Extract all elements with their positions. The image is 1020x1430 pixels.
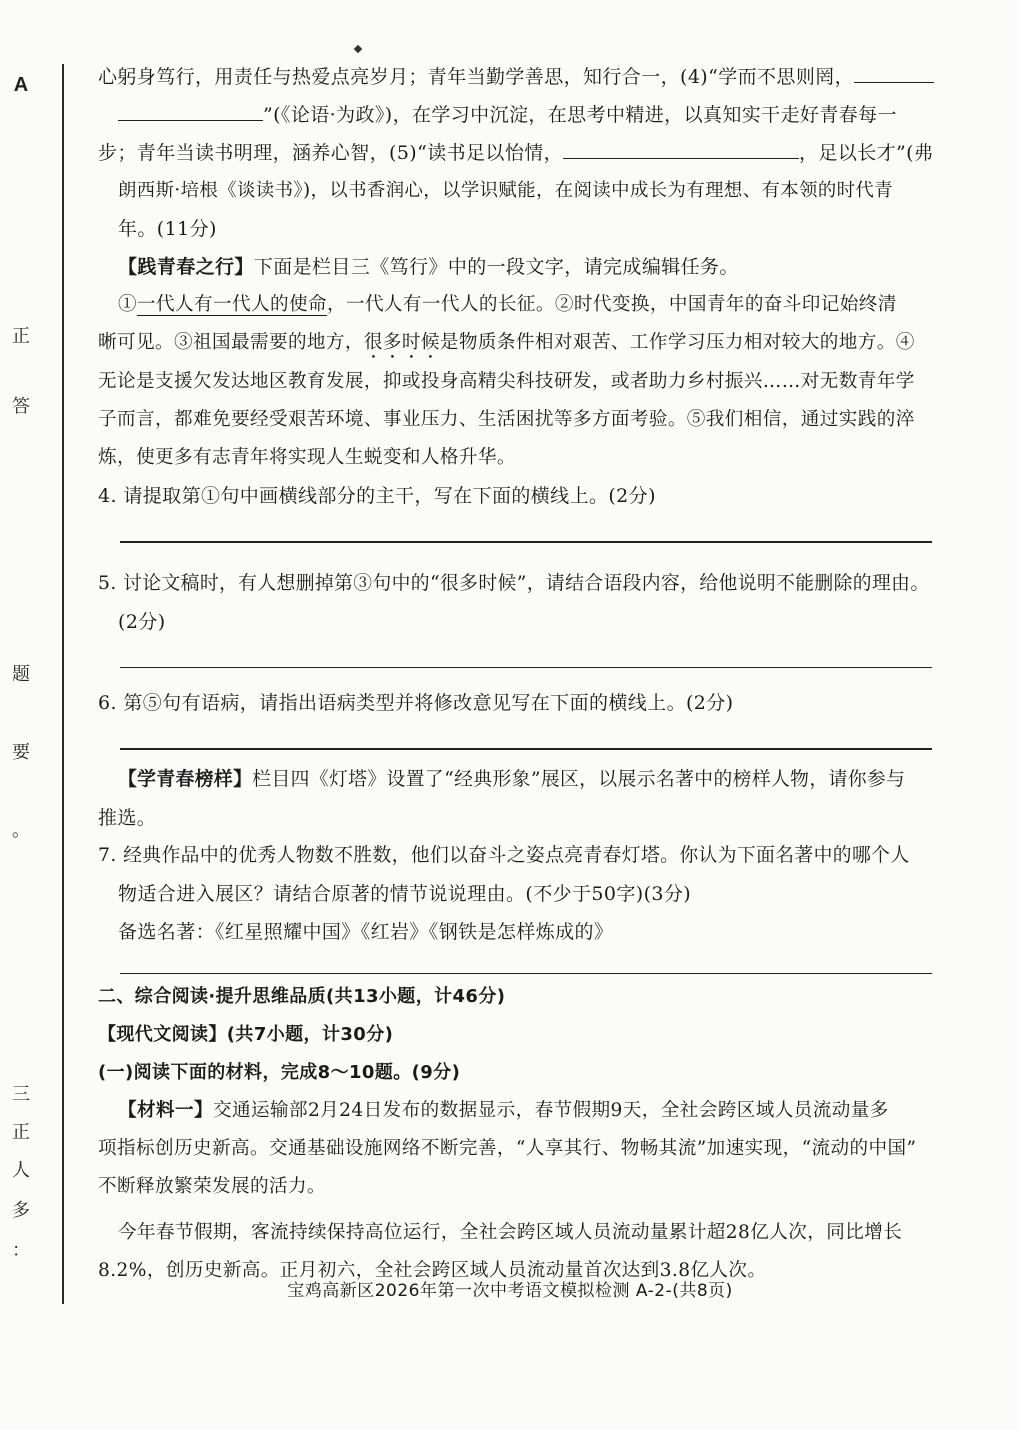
part-subtitle: 【现代文阅读】(共7小题，计30分) xyxy=(98,1024,394,1045)
question-5: 5. 讨论文稿时，有人想删掉第③句中的“很多时候”，请结合语段内容，给他说明不能删除的理由。 xyxy=(98,572,930,594)
binding-line xyxy=(62,64,64,1304)
sentence-marker: ① xyxy=(118,294,137,315)
section-title: (一)阅读下面的材料，完成8～10题。(9分) xyxy=(98,1062,461,1083)
fill-blank-4a[interactable] xyxy=(854,60,934,83)
margin-char: 多 xyxy=(12,1200,30,1221)
poem-text: 步；青年当读书明理，涵养心智，(5)“读书足以怡情， xyxy=(98,142,564,164)
margin-char: 正 xyxy=(12,1122,30,1143)
paragraph-text: 晰可见。③祖国最需要的地方， xyxy=(98,332,364,353)
section-intro-text: 下面是栏目三《笃行》中的一段文字，请完成编辑任务。 xyxy=(253,256,739,278)
question-7: 7. 经典作品中的优秀人物数不胜数，他们以奋斗之姿点亮青春灯塔。你认为下面名著中的哪个人 xyxy=(98,844,910,866)
exam-page xyxy=(98,58,938,1290)
material-line: 8.2%，创历史新高。正月初六，全社会跨区域人员流动量首次达到3.8亿人次。 xyxy=(98,1260,767,1281)
margin-char: ： xyxy=(12,1240,30,1261)
poem-text: 朗西斯·培根《谈读书》)，以书香润心，以学识赋能，在阅读中成长为有理想、有本领的时代青 xyxy=(118,180,894,201)
question-6: 6. 第⑤句有语病，请指出语病类型并将修改意见写在下面的横线上。(2分) xyxy=(98,692,734,714)
question-7-cont: 物适合进入展区？请结合原著的情节说说理由。(不少于50字)(3分) xyxy=(118,882,692,905)
section-heading: 【践青春之行】 xyxy=(118,256,254,278)
question-5-score: (2分) xyxy=(118,610,166,633)
question-7-options: 备选名著：《红星照耀中国》《红岩》《钢铁是怎样炼成的》 xyxy=(118,920,614,943)
text-line xyxy=(98,172,938,210)
paragraph-line xyxy=(98,324,938,363)
page-footer: 宝鸡高新区2026年第一次中考语文模拟检测 A-2-(共8页) xyxy=(287,1281,733,1301)
text-line xyxy=(98,58,938,96)
section-intro-text: 栏目四《灯塔》设置了“经典形象”展区，以展示名著中的榜样人物，请你参与 xyxy=(252,768,906,790)
margin-char: 三 xyxy=(12,1084,30,1105)
text-line xyxy=(98,96,938,134)
answer-line-q6[interactable] xyxy=(120,748,932,750)
material-label: 【材料一】 xyxy=(118,1100,213,1121)
poem-text: ，足以长才”(弗 xyxy=(799,142,934,164)
dotted-phrase: 很多时候 xyxy=(363,332,440,353)
margin-char: 。 xyxy=(12,820,30,841)
paragraph-text: 无论是支援欠发达地区教育发展，抑或投身高精尖科技研发，或者助力乡村振兴……对无数青年学 xyxy=(98,371,915,392)
score-note: 年。(11分) xyxy=(118,218,217,240)
section-intro xyxy=(98,248,938,286)
material-line: 不断释放繁荣发展的活力。 xyxy=(98,1176,326,1197)
paragraph-line xyxy=(98,401,938,439)
poem-text: ”(《论语·为政》)，在学习中沉淀，在思考中精进，以真知实干走好青春每一 xyxy=(263,104,897,126)
text-line xyxy=(98,134,938,172)
answer-line-q7[interactable] xyxy=(120,973,932,975)
scan-speck xyxy=(354,45,362,53)
paragraph-text: 是物质条件相对艰苦、工作学习压力相对较大的地方。④ xyxy=(439,332,915,353)
section-heading: 【学青春榜样】 xyxy=(118,767,253,790)
paragraph-text: ，一代人有一代人的长征。②时代变换，中国青年的奋斗印记始终清 xyxy=(326,294,897,315)
margin-char: 题 xyxy=(12,664,30,685)
material-line: 今年春节假期，客流持续保持高位运行，全社会跨区域人员流动量累计超28亿人次，同比增长 xyxy=(118,1222,903,1243)
material-line: 项指标创历史新高。交通基础设施网络不断完善，“人享其行、物畅其流”加速实现，“流动的中国” xyxy=(98,1138,917,1159)
margin-char: 人 xyxy=(12,1160,30,1181)
text-line xyxy=(98,210,938,248)
answer-line-q5[interactable] xyxy=(120,667,932,669)
paragraph-line xyxy=(98,286,938,324)
paragraph-line xyxy=(98,439,938,477)
question-4: 4. 请提取第①句中画横线部分的主干，写在下面的横线上。(2分) xyxy=(98,485,656,507)
margin-label-a: A xyxy=(13,74,29,96)
fill-blank-5[interactable] xyxy=(563,136,799,159)
underlined-phrase: 一代人有一代人的使命 xyxy=(137,294,327,315)
paragraph-line xyxy=(98,363,938,401)
margin-char: 要 xyxy=(12,742,30,763)
poem-text: 心躬身笃行，用责任与热爱点亮岁月；青年当勤学善思，知行合一，(4)“学而不思则罔， xyxy=(98,66,855,88)
section-intro-cont: 推选。 xyxy=(98,806,157,829)
fill-blank-4b[interactable] xyxy=(118,98,263,121)
section-intro xyxy=(98,760,938,799)
margin-char: 答 xyxy=(12,396,30,417)
material-line xyxy=(98,1092,938,1130)
material-text: 交通运输部2月24日发布的数据显示，春节假期9天，全社会跨区域人员流动量多 xyxy=(212,1100,889,1121)
part-title: 二、综合阅读·提升思维品质(共13小题，计46分) xyxy=(98,986,506,1007)
answer-line-q4[interactable] xyxy=(120,541,932,543)
paragraph-text: 炼，使更多有志青年将实现人生蜕变和人格升华。 xyxy=(98,447,516,468)
paragraph-text: 子而言，都难免要经受艰苦环境、事业压力、生活困扰等多方面考验。⑤我们相信，通过实践的淬 xyxy=(98,409,915,430)
margin-char: 正 xyxy=(12,326,30,347)
spacer xyxy=(98,1206,938,1214)
